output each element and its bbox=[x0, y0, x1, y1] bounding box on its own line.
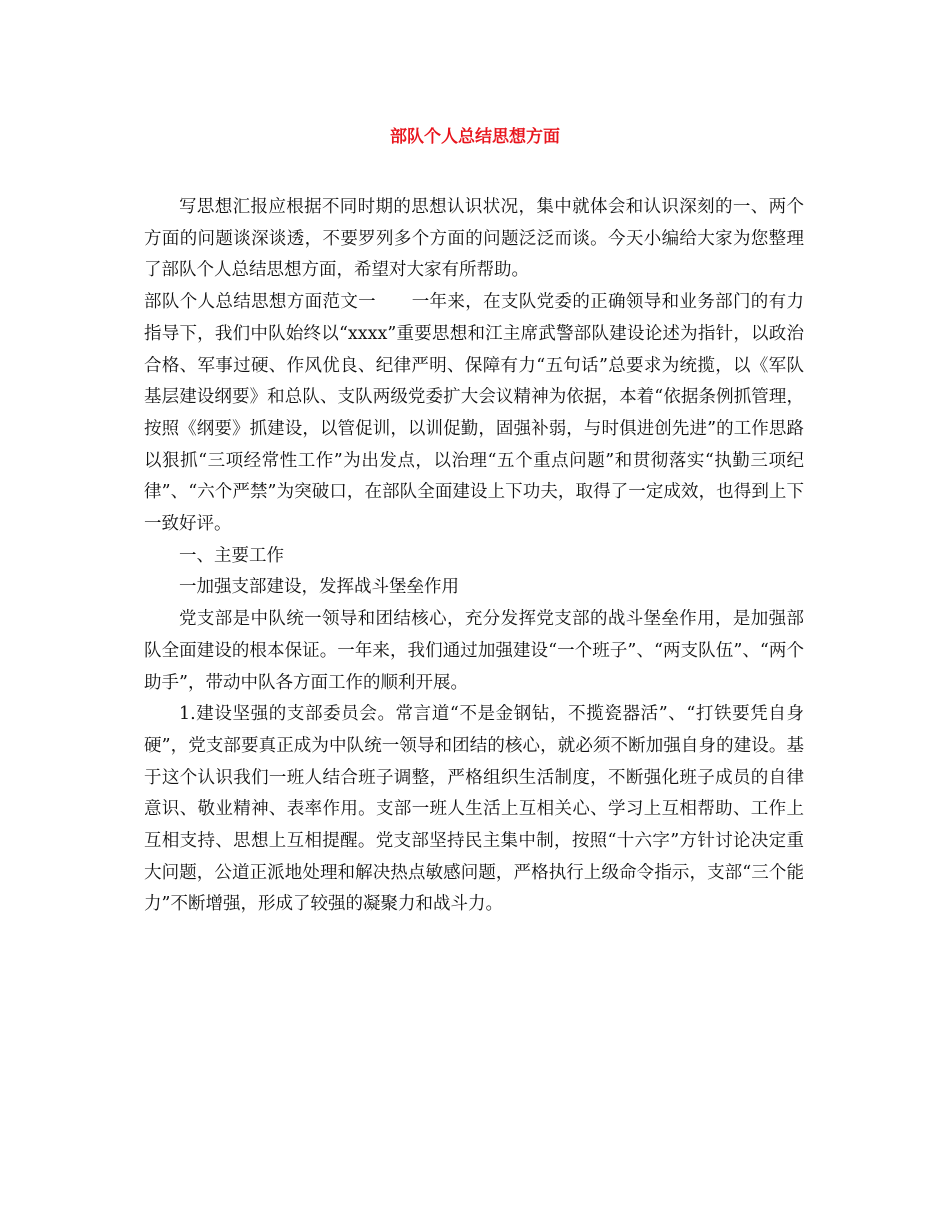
numbered-paragraph: 1.建设坚强的支部委员会。常言道“不是金钢钻，不揽瓷器活”、“打铁要凭自身硬”，党支部要真正成为中队统一领导和团结的核心，就必须不断加强自身的建设。基于这个认识我们一班人结合班子调整，严格组织生活制度，不断强化班子成员的自律意识、敬业精神、表率作用。支部一班人生活上互相关心、学习上互相帮助、工作上互相支持、思想上互相提醒。党支部坚持民主集中制，按照“十六字”方针讨论决定重大问题，公道正派地处理和解决热点敏感问题，严格执行上级命令指示，支部“三个能力”不断增强，形成了较强的凝聚力和战斗力。 bbox=[144, 704, 804, 915]
document-title: 部队个人总结思想方面 bbox=[390, 127, 560, 147]
intro-paragraph: 写思想汇报应根据不同时期的思想认识状况，集中就体会和认识深刻的一、两个方面的问题谈深谈透，不要罗列多个方面的问题泛泛而谈。今天小编给大家为您整理了部队个人总结思想方面，希望对大家有所帮助。 bbox=[144, 197, 804, 281]
section-heading: 一、主要工作 bbox=[179, 545, 284, 566]
document-body bbox=[144, 192, 804, 921]
sample-paragraph: 部队个人总结思想方面范文一 一年来，在支队党委的正确领导和业务部门的有力指导下，我们中队始终以“xxxx”重要思想和江主席武警部队建设论述为指针，以政治合格、军事过硬、作风优良、纪律严明、保障有力“五句话”总要求为统揽，以《军队基层建设纲要》和总队、支队两级党委扩大会议精神为依据，本着“依据条例抓管理，按照《纲要》抓建设，以管促训，以训促勤，固强补弱，与时俱进创先进”的工作思路以狠抓“三项经常性工作”为出发点，以治理“五个重点问题”和贯彻落实“执勤三项纪律”、“六个严禁”为突破口，在部队全面建设上下功夫，取得了一定成效，也得到上下一致好评。 bbox=[144, 292, 804, 535]
subsection-heading: 一加强支部建设，发挥战斗堡垒作用 bbox=[179, 577, 459, 598]
body-paragraph: 党支部是中队统一领导和团结核心，充分发挥党支部的战斗堡垒作用，是加强部队全面建设的根本保证。一年来，我们通过加强建设“一个班子”、“两支队伍”、“两个助手”，带动中队各方面工作的顺利开展。 bbox=[144, 609, 804, 693]
